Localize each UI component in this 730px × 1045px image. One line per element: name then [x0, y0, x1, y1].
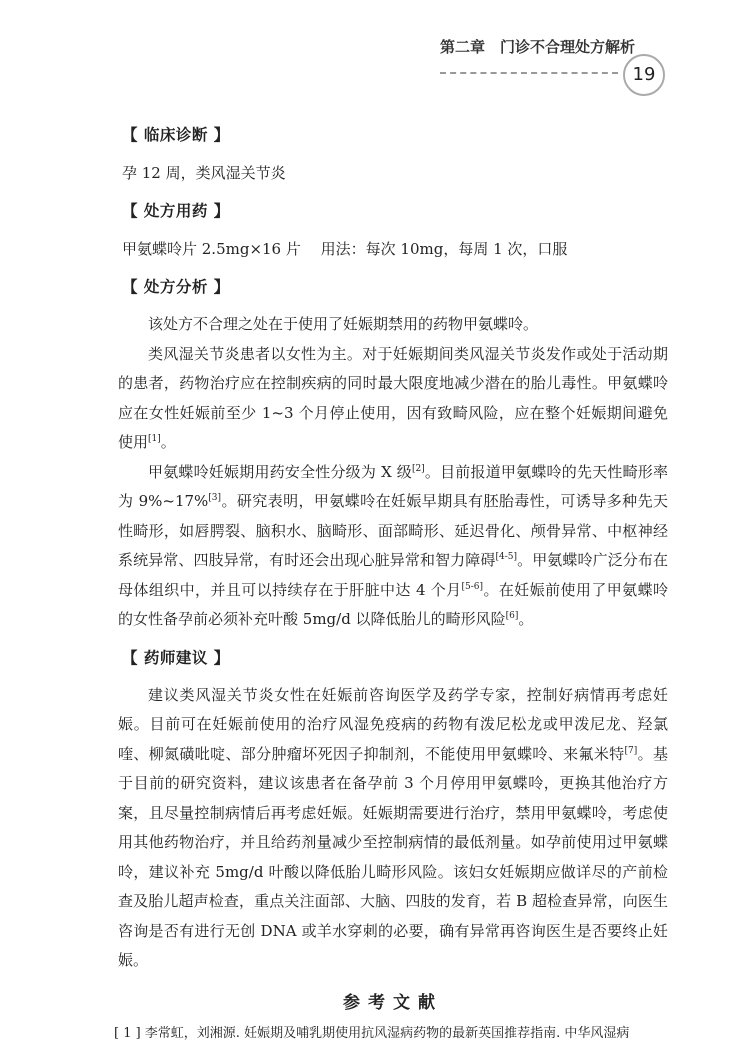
chapter-header: 第二章 门诊不合理处方解析 [440, 38, 636, 56]
citation: [3] [208, 493, 222, 503]
references-list [114, 1023, 668, 1045]
analysis-p3-text-d: 。甲氨蝶呤广泛分布在母体组织中，并且可以持续存在于肝脏中达 4 个月 [118, 551, 668, 599]
citation: [2] [411, 463, 425, 474]
citation: [5-6] [461, 581, 484, 592]
analysis-p3-text-e: 。在妊娠前使用了甲氨蝶呤的女性备孕前必须补充叶酸 5mg/d 以降低胎儿的畸形风险 [118, 580, 668, 628]
advice-text-a: 建议类风湿关节炎女性在妊娠前咨询医学及药学专家，控制好病情再考虑妊娠。目前可在妊娠前使用的治疗风湿免疫病的药物有泼尼松龙或甲泼尼龙、羟氯喹、柳氮磺吡啶、部分肿瘤坏死因子抑制剂，不能使用甲氨蝶呤、来氟米特 [118, 685, 668, 763]
prescription-text: 甲氨蝶呤片 2.5mg×16 片 用法：每次 10mg，每周 1 次，口服 [122, 240, 568, 258]
section-title-analysis: 【 处方分析 】 [122, 278, 230, 296]
section-title-clinical-diagnosis: 【 临床诊断 】 [122, 126, 230, 144]
citation: [6] [505, 611, 519, 621]
analysis-p3-text-a: 甲氨蝶呤妊娠期用药安全性分级为 X 级 [148, 462, 412, 481]
section-title-prescription: 【 处方用药 】 [122, 202, 230, 220]
page-body [114, 118, 668, 1045]
header-dashed-rule [440, 72, 618, 74]
reference-item: [ 1 ] 李常虹，刘湘源. 妊娠期及哺乳期使用抗风湿病药物的最新英国推荐指南. 中华风湿病 [114, 1025, 630, 1041]
analysis-p2-text: 类风湿关节炎患者以女性为主。对于妊娠期间类风湿关节炎发作或处于活动期的患者，药物治疗应在控制疾病的同时最大限度地减少潜在的胎儿毒性。甲氨蝶呤应在女性妊娠前至少 1~3 个月停止使用，因有致畸风险，应在整个妊娠期间避免使用 [118, 344, 668, 451]
analysis-paragraph-1: 该处方不合理之处在于使用了妊娠期禁用的药物甲氨蝶呤。 [148, 315, 539, 333]
analysis-p3-text-c: 。研究表明，甲氨蝶呤在妊娠早期具有胚胎毒性，可诱导多种先天性畸形，如唇腭裂、脑积水、脑畸形、面部畸形、延迟骨化、颅骨异常、中枢神经系统异常、四肢异常，有时还会出现心脏异常和智力障碍 [118, 492, 668, 569]
advice-paragraph [118, 681, 668, 976]
analysis-p2-end: 。 [160, 433, 176, 451]
analysis-paragraph-3 [118, 458, 668, 635]
citation: [7] [624, 745, 638, 756]
clinical-diagnosis-text: 孕 12 周，类风湿关节炎 [122, 164, 286, 182]
references-title: 参考文献 [343, 992, 443, 1013]
citation: [4-5] [495, 552, 517, 562]
advice-text-b: 。基于目前的研究资料，建议该患者在备孕前 3 个月停用甲氨蝶呤，更换其他治疗方案，且尽量控制病情后再考虑妊娠。妊娠期需要进行治疗，禁用甲氨蝶呤，考虑使用其他药物治疗，并且给药剂量减少至控制病情的最低剂量。如孕前使用过甲氨蝶呤，建议补充 5mg/d 叶酸以降低胎儿畸形风险。该妇女妊娠期应做详尽的产前检查及胎儿超声检查，重点关注面部、大脑、四肢的发育，若 B 超检查异常，向医生咨询是否有进行无创 DNA 或羊水穿刺的必要，确有异常再咨询医生是否要终止妊娠。 [118, 744, 668, 969]
citation: [1] [148, 434, 161, 444]
page-number: 19 [623, 54, 665, 96]
analysis-paragraph-2 [118, 340, 668, 458]
analysis-p3-text-b: 。目前报道甲氨蝶呤的先天性畸形率为 9%~17% [118, 462, 668, 510]
analysis-p3-text-f: 。 [518, 610, 534, 628]
section-title-advice: 【 药师建议 】 [122, 648, 230, 667]
